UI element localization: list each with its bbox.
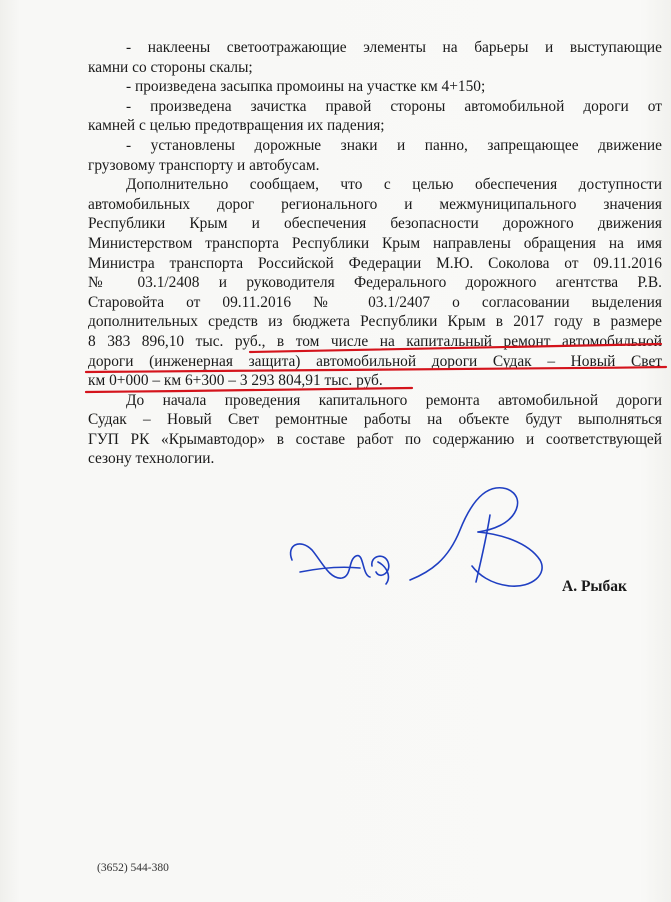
- signatory-name: А. Рыбак: [562, 578, 627, 595]
- text-line: км 0+000 – км 6+300 – 3 293 804,91 тыс. руб.: [88, 372, 383, 390]
- text-line: дороги (инженерная защита) автомобильной дороги Судак – Новый Свет: [88, 352, 662, 370]
- text-line: Дополнительно сообщаем, что с целью обеспечения доступности: [126, 176, 662, 194]
- signature-scribble: [291, 488, 543, 586]
- text-line: Старовойта от 09.11.2016 № 03.1/2407 о согласовании выделения: [88, 293, 662, 311]
- text-line: ГУП РК «Крымавтодор» в составе работ по содержанию и соответствующей: [88, 430, 662, 448]
- red-underline: [86, 388, 412, 392]
- text-line: сезону технологии.: [88, 450, 215, 468]
- text-line: - установлены дорожные знаки и панно, запрещающее движение: [126, 136, 662, 154]
- red-underline: [250, 344, 661, 352]
- text-line: № 03.1/2408 и руководителя Федерального дорожного агентства Р.В.: [88, 274, 662, 292]
- footer-phone: (3652) 544-380: [97, 862, 169, 874]
- text-line: 8 383 896,10 тыс. руб., в том числе на капитальный ремонт автомобильной: [88, 332, 662, 350]
- text-line: Министерством транспорта Республики Крым направлены обращения на имя: [88, 234, 662, 252]
- text-line: - произведена зачистка правой стороны автомобильной дороги от: [126, 97, 662, 115]
- red-underline: [86, 367, 666, 372]
- text-line: автомобильных дорог регионального и межмуниципального значения: [88, 195, 662, 213]
- text-line: Министра транспорта Российской Федерации М.Ю. Соколова от 09.11.2016: [88, 254, 662, 272]
- text-line: дополнительных средств из бюджета Республики Крым в 2017 году в размере: [88, 313, 662, 331]
- text-line: - наклеены светоотражающие элементы на барьеры и выступающие: [126, 39, 662, 56]
- text-line: Судак – Новый Свет ремонтные работы на объекте будут выполняться: [88, 411, 662, 429]
- text-line: камней с целью предотвращения их падения;: [88, 117, 385, 135]
- text-line: - произведена засыпка промоины на участке км 4+150;: [126, 78, 486, 96]
- text-line: грузовому транспорту и автобусам.: [88, 156, 320, 174]
- text-line: До начала проведения капитального ремонта автомобильной дороги: [126, 391, 662, 409]
- text-line: Республики Крым и обеспечения безопасности дорожного движения: [88, 215, 662, 233]
- text-line: камни со стороны скалы;: [88, 58, 253, 76]
